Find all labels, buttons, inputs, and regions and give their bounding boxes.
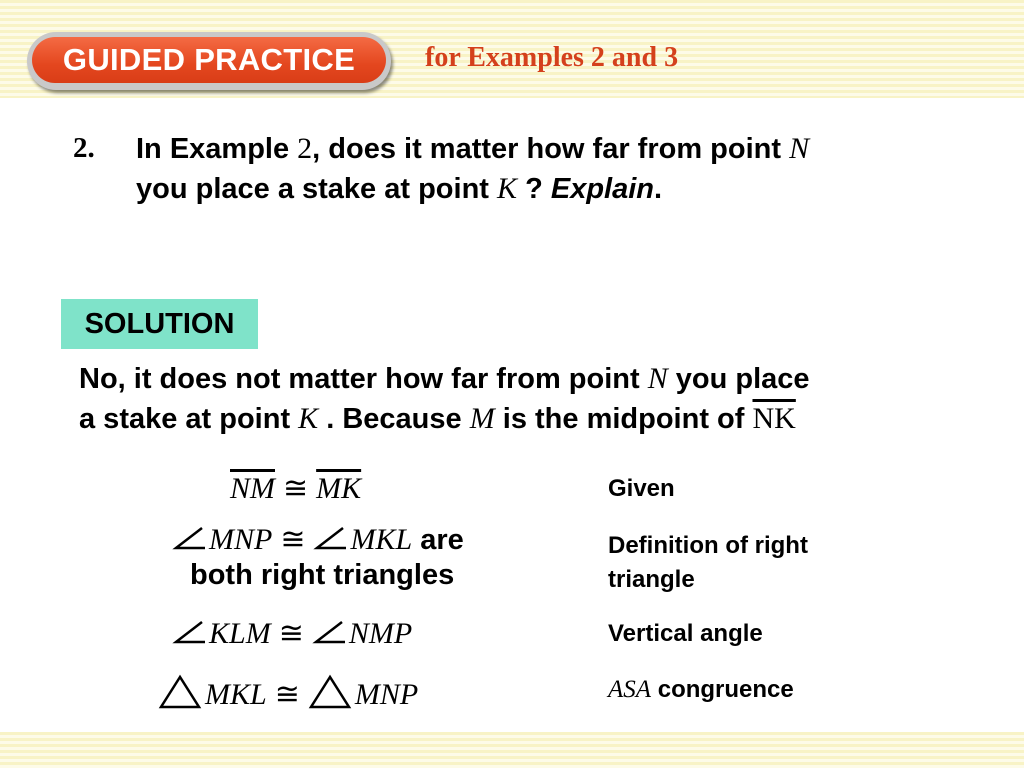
- triangle-label: MKL: [205, 678, 267, 711]
- proof-statement-2-continued: [190, 558, 454, 592]
- proof-statement-4: [158, 674, 418, 712]
- angle-label: KLM: [209, 617, 271, 650]
- solution-text: No, it does not matter how far from point: [79, 363, 648, 395]
- proof-reason-3: Vertical angle: [608, 620, 763, 647]
- proof-reason-4: [608, 673, 794, 707]
- proof-reason-1: Given: [608, 475, 675, 502]
- triangle-icon: [158, 674, 202, 710]
- segment-label: $\overline{NM}$: [230, 472, 275, 505]
- example-number: 2: [297, 132, 313, 165]
- asa-label: ASA: [608, 676, 652, 703]
- triangle-label: MNP: [354, 678, 419, 711]
- point-label: N: [789, 132, 810, 165]
- solution-text: . Because: [318, 403, 470, 435]
- proof-reason-2: Definition of right triangle: [608, 532, 808, 593]
- question-text: ?: [517, 173, 551, 205]
- proof-statement-1: [230, 471, 361, 506]
- guided-practice-badge: [27, 32, 391, 90]
- question-line-2: [136, 172, 662, 206]
- badge-label: GUIDED PRACTICE: [32, 37, 386, 83]
- question-text: , does it matter how far from point: [312, 133, 790, 165]
- footer-background: [0, 732, 1024, 768]
- angle-label: MNP: [209, 523, 273, 556]
- angle-icon: [172, 619, 206, 645]
- solution-line-2: [79, 402, 796, 436]
- point-label: N: [647, 362, 668, 395]
- point-label: K: [497, 172, 518, 205]
- congruent-symbol: ≅: [278, 617, 304, 650]
- proof-text: both right triangles: [190, 559, 455, 591]
- segment-label: $\overline{MK}$: [316, 472, 362, 505]
- angle-label: NMP: [348, 617, 413, 650]
- proof-statement-2: [172, 522, 464, 557]
- solution-text: is the midpoint of: [494, 403, 753, 435]
- question-line-1: [136, 132, 809, 166]
- solution-label: SOLUTION: [61, 299, 258, 349]
- reason-text: congruence: [651, 676, 794, 703]
- angle-icon: [312, 619, 346, 645]
- header-subtitle: for Examples 2 and 3: [425, 42, 679, 73]
- segment-label: $\overline{NK}$: [752, 402, 796, 435]
- question-number: 2.: [73, 132, 95, 164]
- angle-icon: [172, 525, 206, 551]
- solution-line-1: [79, 362, 810, 396]
- question-text: you place a stake at point: [136, 173, 497, 205]
- angle-label: MKL: [350, 523, 413, 556]
- explain-word: Explain: [550, 173, 655, 205]
- question-text: .: [654, 173, 663, 205]
- question-text: In Example: [136, 133, 298, 165]
- congruent-symbol: ≅: [280, 523, 306, 556]
- point-label: M: [469, 402, 495, 435]
- point-label: K: [298, 402, 319, 435]
- congruent-symbol: ≅: [283, 472, 309, 505]
- proof-statement-3: [172, 616, 412, 651]
- angle-icon: [313, 525, 347, 551]
- solution-text: a stake at point: [79, 403, 299, 435]
- proof-text: are: [412, 524, 464, 556]
- congruent-symbol: ≅: [274, 678, 300, 711]
- triangle-icon: [308, 674, 352, 710]
- solution-text: you place: [667, 363, 810, 395]
